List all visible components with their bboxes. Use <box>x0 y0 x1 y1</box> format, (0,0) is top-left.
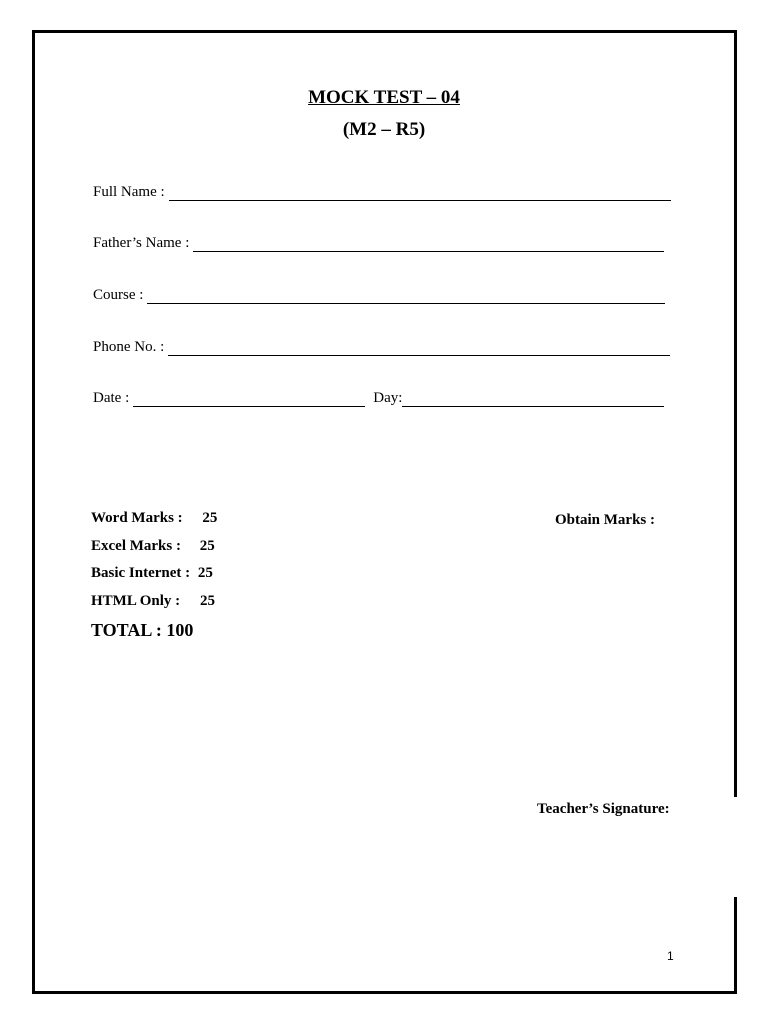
document-title: MOCK TEST – 04 <box>308 87 460 108</box>
border-left <box>32 30 35 994</box>
document-subtitle: (M2 – R5) <box>342 119 426 140</box>
marks-value: 25 <box>199 593 215 609</box>
date-label: Date : <box>93 390 130 406</box>
marks-row-word <box>91 510 217 527</box>
border-right-lower <box>734 897 737 994</box>
full-name-label: Full Name : <box>93 184 165 200</box>
marks-label: HTML Only : <box>91 593 181 609</box>
fathers-name-blank[interactable] <box>193 237 664 252</box>
full-name-field <box>93 184 671 201</box>
marks-value: 25 <box>199 538 215 554</box>
fathers-name-label: Father’s Name : <box>93 235 190 251</box>
phone-field <box>93 339 670 356</box>
border-bottom <box>32 991 737 994</box>
date-day-field <box>93 390 664 407</box>
border-right-upper <box>734 30 737 797</box>
course-label: Course : <box>93 287 144 303</box>
obtain-marks-label: Obtain Marks : <box>555 512 656 528</box>
date-blank[interactable] <box>133 392 365 407</box>
page-number: 1 <box>667 949 674 963</box>
course-blank[interactable] <box>147 289 665 304</box>
teacher-signature-label: Teacher’s Signature: <box>537 801 670 817</box>
fathers-name-field <box>93 235 664 252</box>
marks-row-html <box>91 593 215 610</box>
day-label: Day: <box>373 390 403 406</box>
full-name-blank[interactable] <box>169 186 671 201</box>
course-field <box>93 287 665 304</box>
marks-label: Word Marks : <box>91 510 183 526</box>
total-marks: TOTAL : 100 <box>91 620 194 640</box>
marks-label: Basic Internet : <box>91 565 191 581</box>
marks-value: 25 <box>197 565 213 581</box>
border-top <box>32 30 737 33</box>
phone-blank[interactable] <box>168 341 670 356</box>
marks-row-excel <box>91 538 215 555</box>
marks-value: 25 <box>202 510 218 526</box>
phone-label: Phone No. : <box>93 339 165 355</box>
marks-label: Excel Marks : <box>91 538 181 554</box>
marks-row-internet <box>91 565 213 582</box>
day-blank[interactable] <box>402 392 664 407</box>
